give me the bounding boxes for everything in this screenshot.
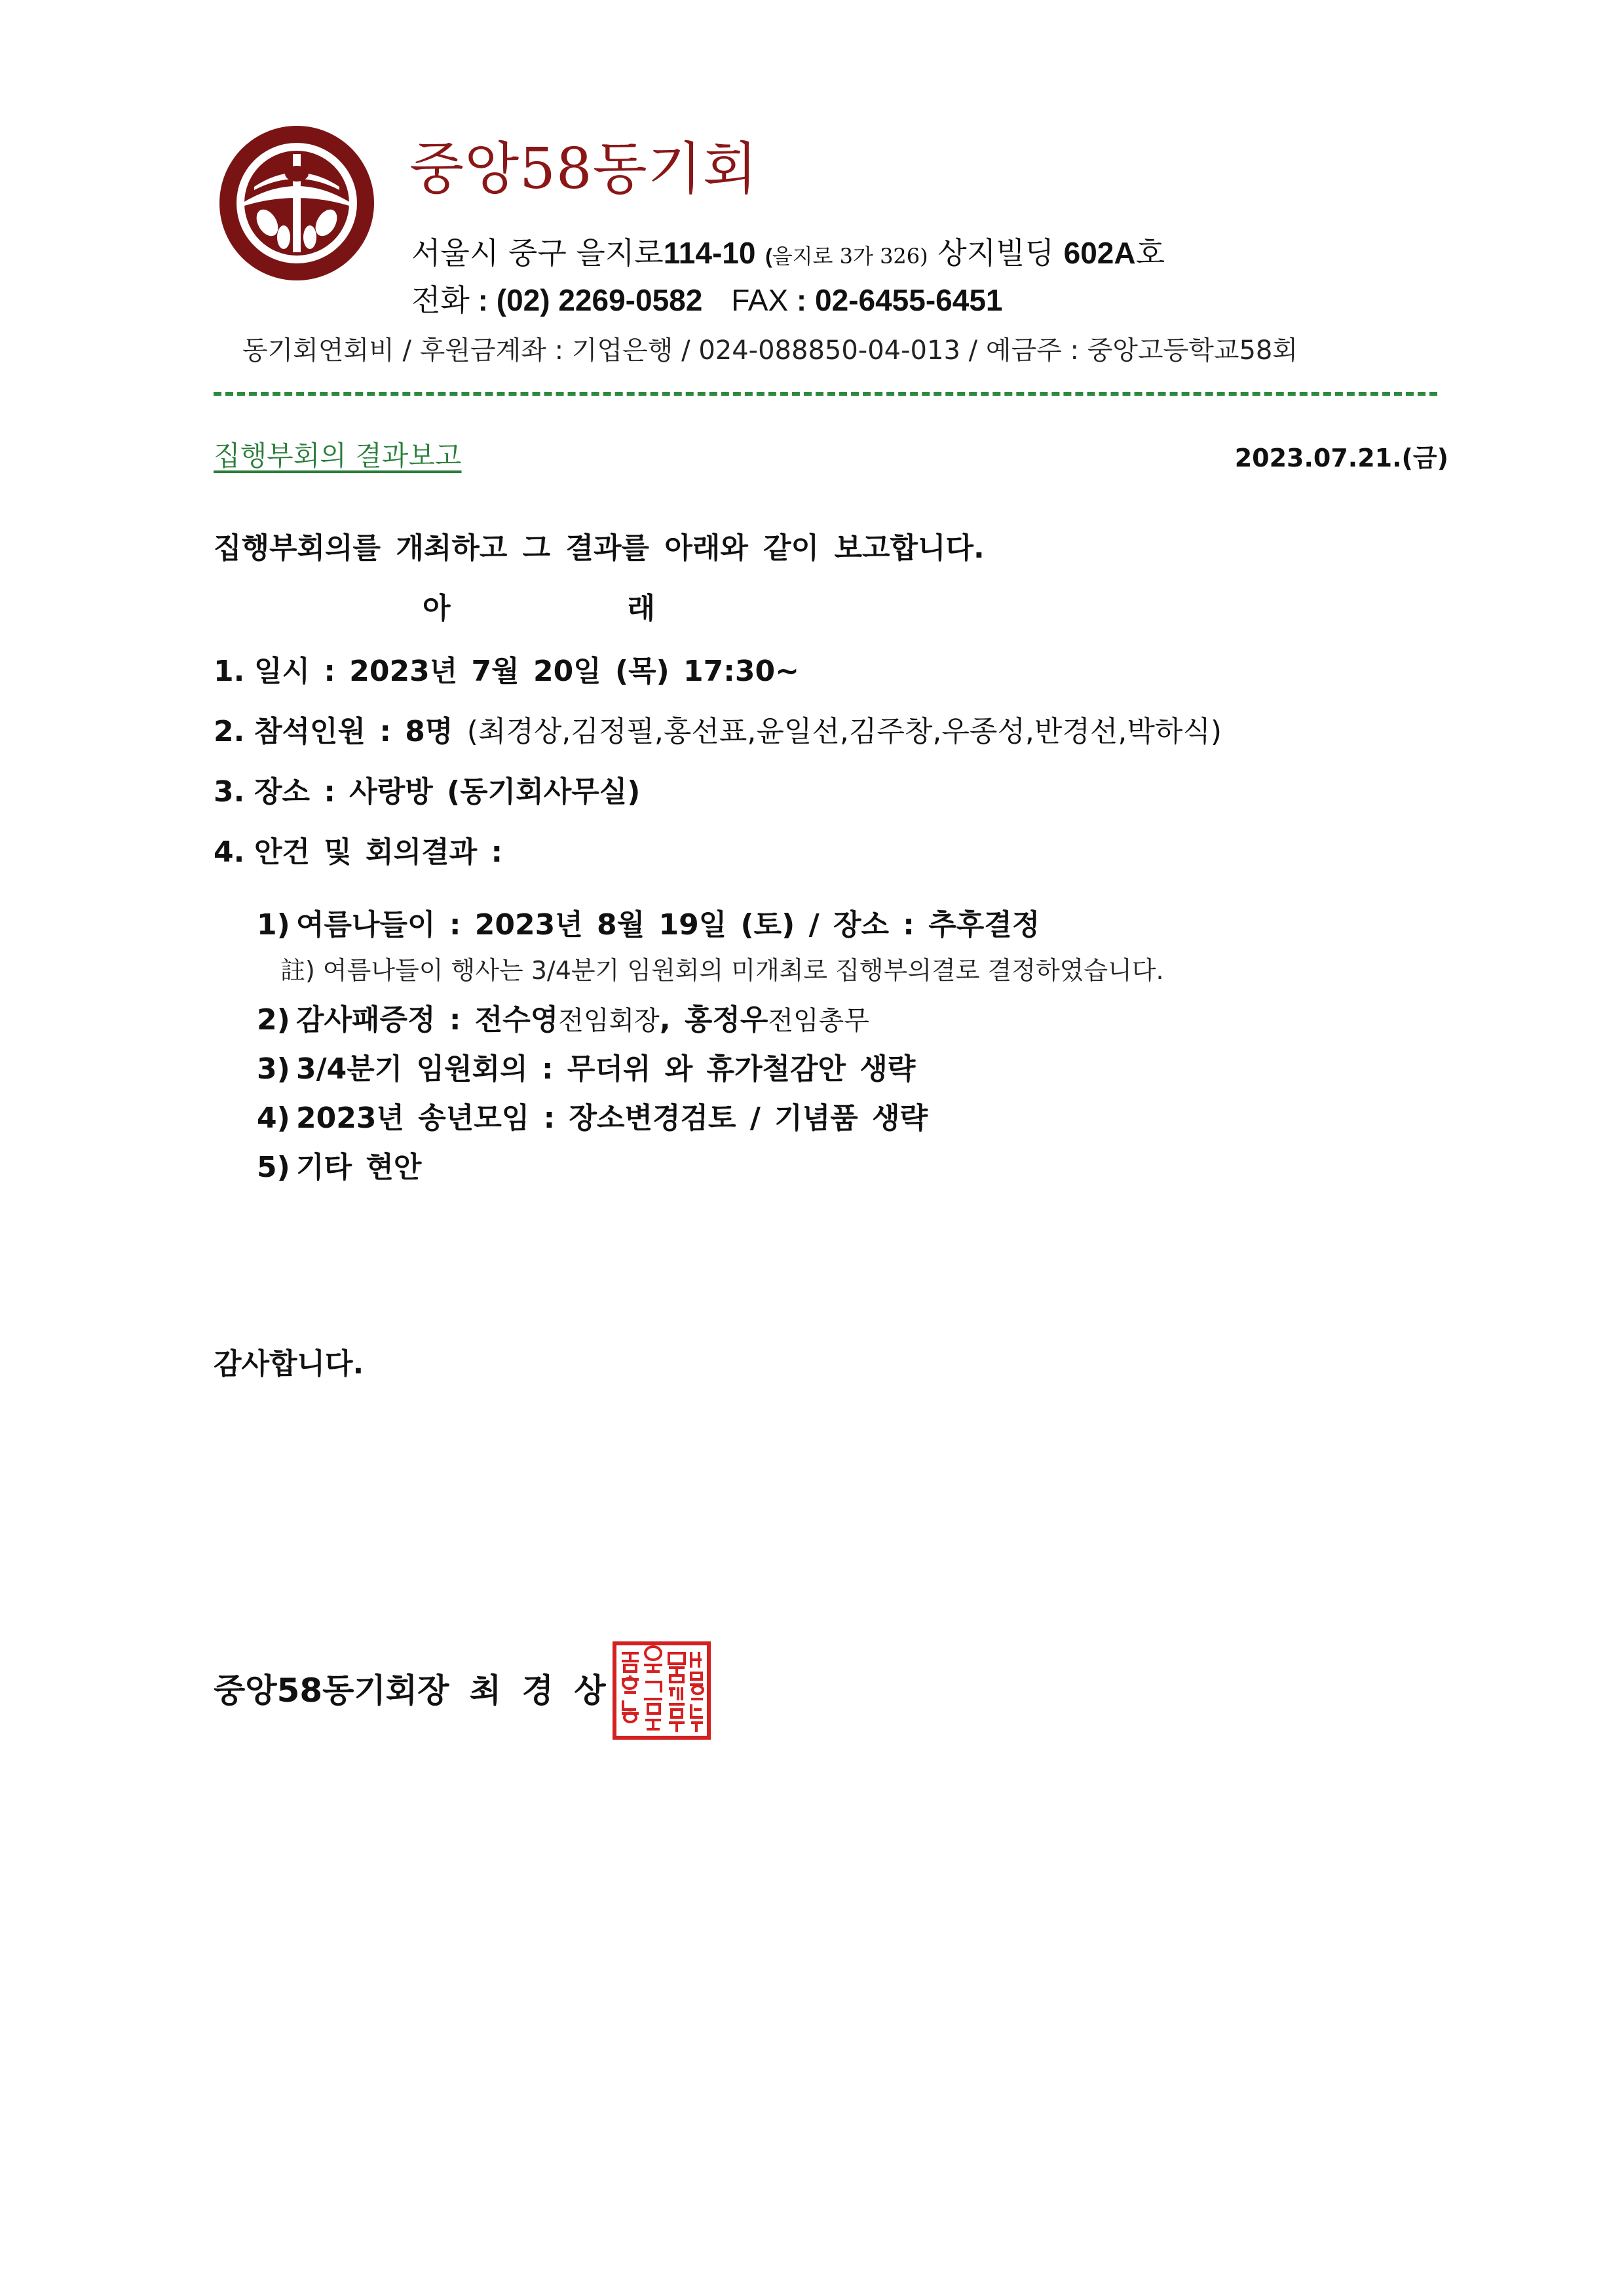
sub-item-number: 5) [257,1151,290,1184]
item-text: 장소 : 사랑방 (동기회사무실) [254,775,641,809]
report-date: 2023.07.21.(금) [1234,444,1448,472]
phone-label: 전화 [411,282,470,318]
address-prefix: 서울시 중구 을지로 [411,235,664,271]
report-title: 집행부회의 결과보고 [214,440,462,472]
item-number: 1. [214,655,245,688]
item-text: 안건 및 회의결과 : [254,835,503,869]
fax-label: FAX [731,283,789,317]
sub-item [257,1143,421,1185]
seal-stamp [613,1641,711,1740]
sub-item-number: 1) [257,908,290,942]
sub-item-text: 2023년 송년모임 : 장소변경검토 / 기념품 생략 [296,1101,928,1135]
sub-item [257,1045,915,1087]
sub-item-text: 기타 현안 [296,1151,422,1184]
fax-value: : 02-6455-6451 [788,283,1003,317]
sub-item-number: 4) [257,1101,290,1135]
address-number: 114-10 [663,236,756,270]
phone-value: : (02) 2269-0582 [469,283,703,317]
list-item [214,708,1222,750]
list-item [214,828,502,870]
address-sub: 을지로 3가 326) [772,244,928,269]
address-building: 상지빌딩 [928,235,1064,271]
sub-item-text: 여름나들이 : 2023년 8월 19일 (토) / 장소 : 추후결정 [296,908,1040,942]
sub-item-note: 전임회장 [558,1006,660,1036]
org-logo [218,124,375,282]
address-suffix: 호 [1135,235,1165,271]
item-number: 4. [214,835,245,869]
address-room: 602A [1063,236,1136,270]
address-paren: ( [765,244,772,268]
list-item [214,768,640,810]
list-item [214,647,799,689]
below-char-2: 래 [627,592,656,625]
sub-item [257,996,869,1038]
item-number: 3. [214,775,245,809]
sub-item [257,1094,928,1136]
attendees: (최경상,김정필,홍선표,윤일선,김주창,우종성,반경선,박하식) [466,715,1222,748]
below-heading [423,584,655,626]
sub-item [257,901,1040,943]
sub-item-text: , 홍정우 [659,1003,768,1037]
item-text: 참석인원 : 8명 [254,715,467,748]
note-text: 註) 여름나들이 행사는 3/4분기 임원회의 미개최로 집행부의결로 결정하였습니다. [280,956,1164,985]
sub-item-number: 3) [257,1052,290,1086]
address-line [411,229,1165,273]
sub-item-text: 감사패증정 : 전수영 [296,1003,559,1037]
below-char-1: 아 [423,592,451,625]
sub-item-note: 전임총무 [768,1006,869,1036]
sub-item-number: 2) [257,1003,290,1037]
org-name: 중앙58동기회 [409,136,758,202]
sub-item-text: 3/4분기 임원회의 : 무더위 와 휴가철감안 생략 [296,1052,916,1086]
signature-line: 중앙58동기회장 최 경 상 [214,1672,606,1710]
item-number: 2. [214,715,245,748]
account-info: 동기회연회비 / 후원금계좌 : 기업은행 / 024-088850-04-013 / 예금주 : 중앙고등학교58회 [242,335,1298,366]
divider [214,392,1437,396]
contact-line [411,277,1003,320]
intro-text: 집행부회의를 개최하고 그 결과를 아래와 같이 보고합니다. [214,531,985,565]
item-text: 일시 : 2023년 7월 20일 (목) 17:30~ [254,655,799,688]
closing-text: 감사합니다. [214,1347,364,1381]
